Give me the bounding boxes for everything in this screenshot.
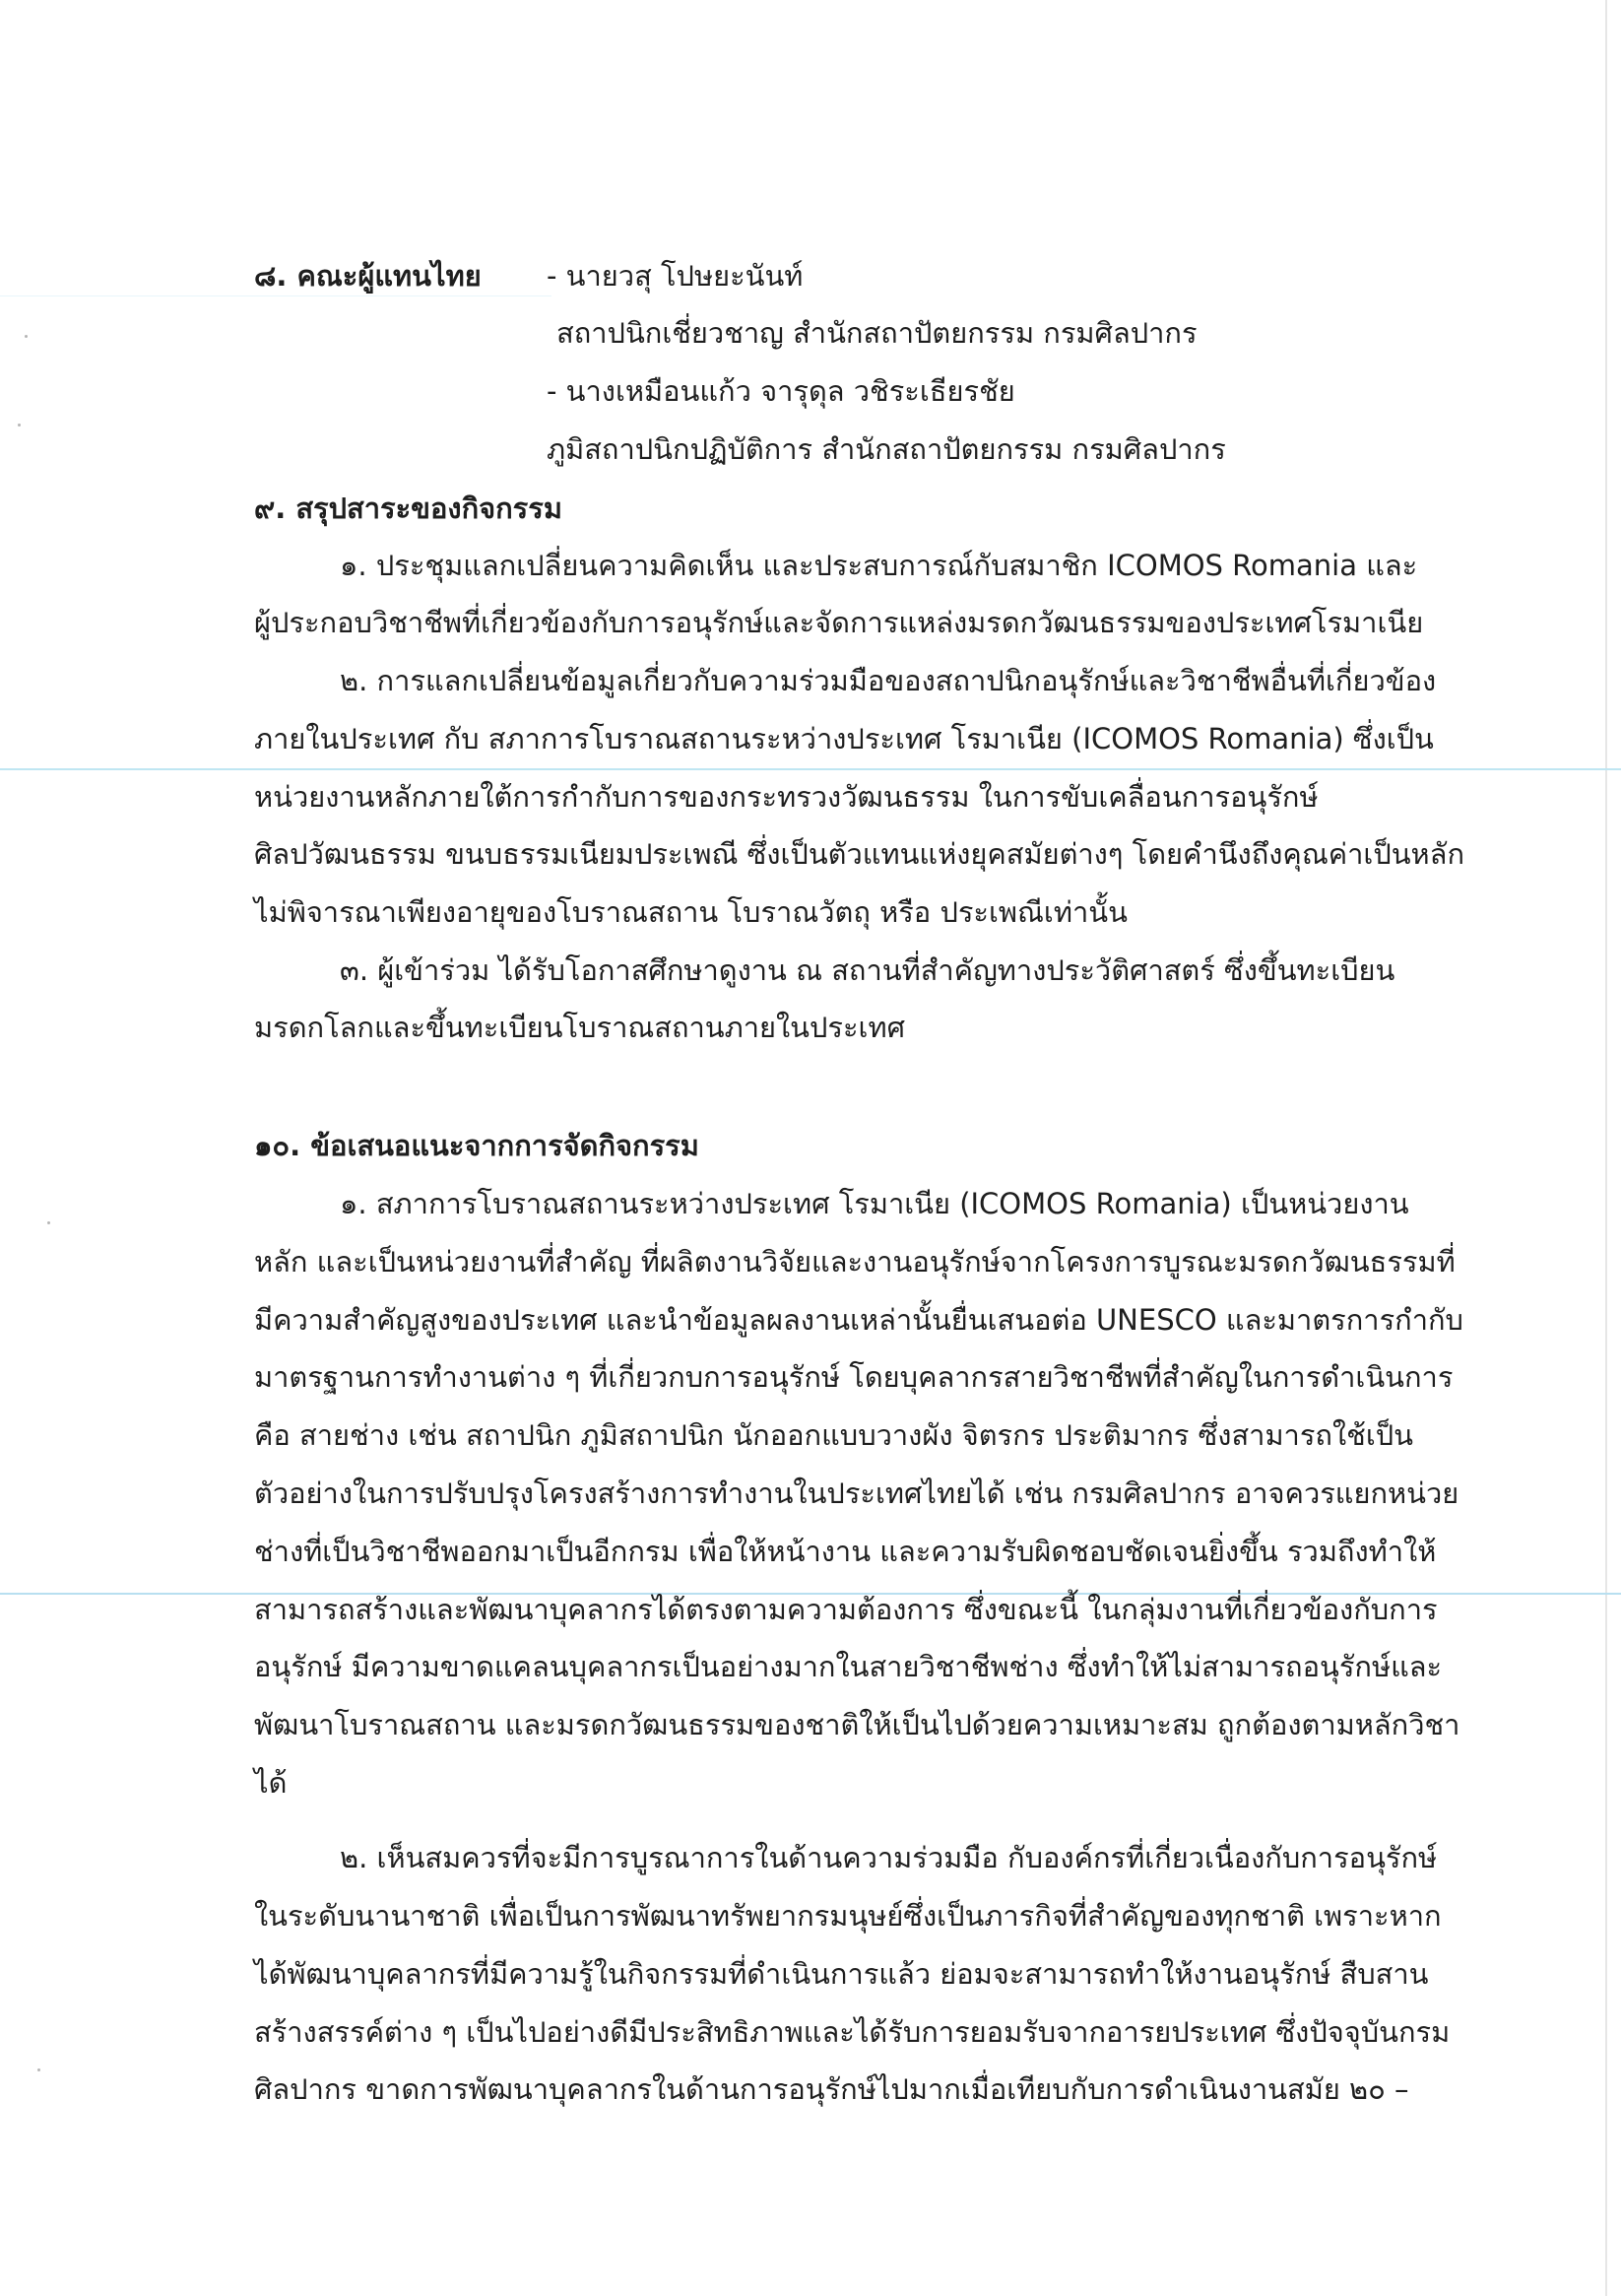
section-8-heading: ๘. คณะผู้แทนไทย [254, 259, 482, 293]
delegate-position: สถาปนิกเชี่ยวชาญ สำนักสถาปัตยกรรม กรมศิลปากร [556, 316, 1198, 350]
section-10-heading: ๑๐. ข้อเสนอแนะจากการจัดกิจกรรม [254, 1129, 699, 1162]
paragraph-line: คือ สายช่าง เช่น สถาปนิก ภูมิสถาปนิก นักออกแบบวางผัง จิตรกร ประติมากร ซึ่งสามารถใช้เป็น [254, 1418, 1413, 1452]
delegate-name: - นายวสุ โปษยะนันท์ [547, 259, 804, 293]
paragraph-line: สร้างสรรค์ต่าง ๆ เป็นไปอย่างดีมีประสิทธิภาพและได้รับการยอมรับจากอารยประเทศ ซึ่งปัจจุบันกรม [254, 2015, 1451, 2049]
paragraph-line: มาตรฐานการทำงานต่าง ๆ ที่เกี่ยวกบการอนุรักษ์ โดยบุคลากรสายวิชาชีพที่สำคัญในการดำเนินการ [254, 1360, 1454, 1394]
paragraph-line: ๒. การแลกเปลี่ยนข้อมูลเกี่ยวกับความร่วมมือของสถาปนิกอนุรักษ์และวิชาชีพอื่นที่เกี่ยวข้อง [340, 664, 1437, 697]
scan-speck [47, 1221, 50, 1224]
paragraph-line: หลัก และเป็นหน่วยงานที่สำคัญ ที่ผลิตงานวิจัยและงานอนุรักษ์จากโครงการบูรณะมรดกวัฒนธรรมที่ [254, 1245, 1456, 1279]
paragraph-line: สามารถสร้างและพัฒนาบุคลากรได้ตรงตามความต้องการ ซึ่งขณะนี้ ในกลุ่มงานที่เกี่ยวข้องกับการ [254, 1593, 1438, 1626]
paragraph-line: ในระดับนานาชาติ เพื่อเป็นการพัฒนาทรัพยากรมนุษย์ซึ่งเป็นภารกิจที่สำคัญของทุกชาติ เพราะหาก [254, 1899, 1442, 1933]
page-edge [1605, 0, 1607, 2296]
paragraph-line: ได้ [254, 1766, 288, 1800]
paragraph-line: พัฒนาโบราณสถาน และมรดกวัฒนธรรมของชาติให้เป็นไปด้วยความเหมาะสม ถูกต้องตามหลักวิชา [254, 1708, 1460, 1741]
scan-artifact-line [0, 768, 1621, 770]
delegate-position: ภูมิสถาปนิกปฏิบัติการ สำนักสถาปัตยกรรม กรมศิลปากร [547, 432, 1226, 466]
paragraph-line: ไม่พิจารณาเพียงอายุของโบราณสถาน โบราณวัตถุ หรือ ประเพณีเท่านั้น [254, 895, 1128, 929]
paragraph-line: หน่วยงานหลักภายใต้การกำกับการของกระทรวงวัฒนธรรม ในการขับเคลื่อนการอนุรักษ์ [254, 780, 1319, 814]
scan-artifact-line [0, 295, 551, 296]
paragraph-line: ได้พัฒนาบุคลากรที่มีความรู้ในกิจกรรมที่ดำเนินการแล้ว ย่อมจะสามารถทำให้งานอนุรักษ์ สืบสาน [254, 1957, 1429, 1991]
section-9-heading: ๙. สรุปสาระของกิจกรรม [254, 492, 562, 525]
scan-speck [25, 335, 28, 338]
scan-speck [37, 2068, 40, 2071]
paragraph-line: ตัวอย่างในการปรับปรุงโครงสร้างการทำงานในประเทศไทยได้ เช่น กรมศิลปากร อาจควรแยกหน่วย [254, 1476, 1459, 1510]
paragraph-line: ๑. สภาการโบราณสถานระหว่างประเทศ โรมาเนีย (ICOMOS Romania) เป็นหน่วยงาน [340, 1187, 1409, 1220]
scan-speck [18, 424, 21, 426]
paragraph-line: ๒. เห็นสมควรที่จะมีการบูรณาการในด้านความร่วมมือ กับองค์กรที่เกี่ยวเนื่องกับการอนุรักษ์ [340, 1841, 1438, 1874]
paragraph-line: มีความสำคัญสูงของประเทศ และนำข้อมูลผลงานเหล่านั้นยื่นเสนอต่อ UNESCO และมาตรการกำกับ [254, 1303, 1463, 1337]
paragraph-line: มรดกโลกและขึ้นทะเบียนโบราณสถานภายในประเทศ [254, 1011, 905, 1044]
delegate-name: - นางเหมือนแก้ว จารุดุล วชิระเธียรชัย [547, 374, 1015, 408]
paragraph-line: ๑. ประชุมแลกเปลี่ยนความคิดเห็น และประสบการณ์กับสมาชิก ICOMOS Romania และ [340, 549, 1418, 582]
paragraph-line: ช่างที่เป็นวิชาชีพออกมาเป็นอีกกรม เพื่อให้หน้างาน และความรับผิดชอบชัดเจนยิ่งขึ้น รวมถึงทำให้ [254, 1535, 1437, 1568]
paragraph-line: ผู้ประกอบวิชาชีพที่เกี่ยวข้องกับการอนุรักษ์และจัดการแหล่งมรดกวัฒนธรรมของประเทศโรมาเนีย [254, 606, 1424, 639]
paragraph-line: ภายในประเทศ กับ สภาการโบราณสถานระหว่างประเทศ โรมาเนีย (ICOMOS Romania) ซึ่งเป็น [254, 722, 1434, 755]
paragraph-line: ๓. ผู้เข้าร่วม ได้รับโอกาสศึกษาดูงาน ณ สถานที่สำคัญทางประวัติศาสตร์ ซึ่งขึ้นทะเบียน [340, 953, 1395, 987]
paragraph-line: อนุรักษ์ มีความขาดแคลนบุคลากรเป็นอย่างมากในสายวิชาชีพช่าง ซึ่งทำให้ไม่สามารถอนุรักษ์และ [254, 1650, 1443, 1683]
paragraph-line: ศิลปวัฒนธรรม ขนบธรรมเนียมประเพณี ซึ่งเป็นตัวแทนแห่งยุคสมัยต่างๆ โดยคำนึงถึงคุณค่าเป็นหลัก [254, 837, 1465, 871]
paragraph-line: ศิลปากร ขาดการพัฒนาบุคลากรในด้านการอนุรักษ์ไปมากเมื่อเทียบกับการดำเนินงานสมัย ๒๐ – [254, 2072, 1409, 2106]
